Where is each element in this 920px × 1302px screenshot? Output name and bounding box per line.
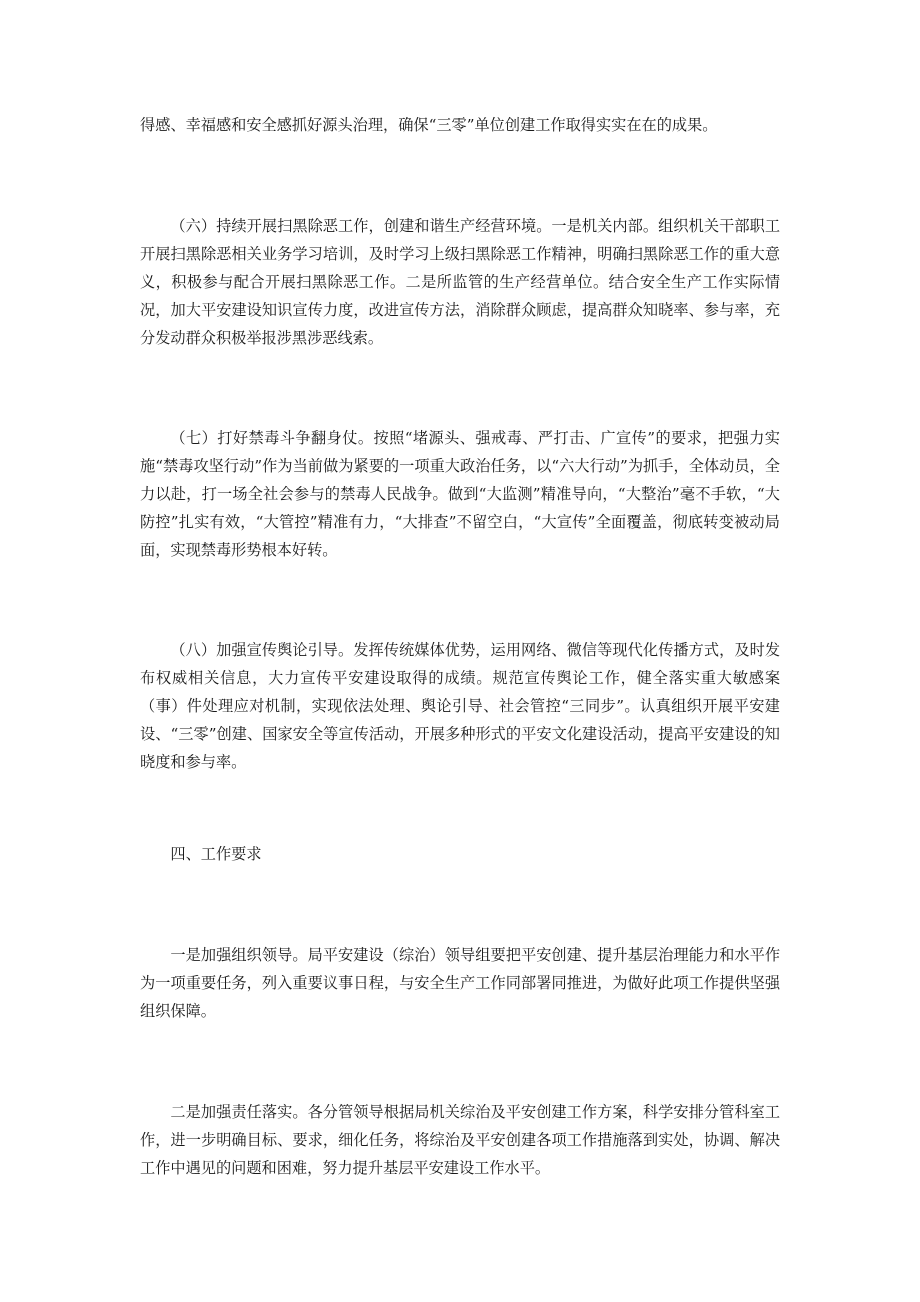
- paragraph-requirement-2: 二是加强责任落实。各分管领导根据局机关综治及平安创建工作方案，科学安排分管科室工作，进一步明确目标、要求，细化任务，将综治及平安创建各项工作措施落到实处，协调、解决工作中遇见的问题和困难，努力提升基层平安建设工作水平。: [140, 1103, 780, 1177]
- paragraph-continuation: 得感、幸福感和安全感抓好源头治理，确保“三零”单位创建工作取得实实在在的成果。: [140, 116, 718, 134]
- paragraph-section-6: （六）持续开展扫黑除恶工作，创建和谐生产经营环境。一是机关内部。组织机关干部职工开展扫黑除恶相关业务学习培训，及时学习上级扫黑除恶工作精神，明确扫黑除恶工作的重大意义，积极参与配合开展扫黑除恶工作。二是所监管的生产经营单位。结合安全生产工作实际情况，加大平安建设知识宣传力度，改进宣传方法，消除群众顾虑，提高群众知晓率、参与率，充分发动群众积极举报涉黑涉恶线索。: [140, 217, 780, 347]
- section-heading-work-requirements: 四、工作要求: [170, 845, 262, 863]
- paragraph-section-7: （七）打好禁毒斗争翻身仗。按照“堵源头、强戒毒、严打击、广宣传”的要求，把强力实施“禁毒攻坚行动”作为当前做为紧要的一项重大政治任务，以“六大行动”为抓手，全体动员，全力以赴，打一场全社会参与的禁毒人民战争。做到“大监测”精准导向，“大整治”毫不手软，“大防控”扎实有效，“大管控”精准有力，“大排查”不留空白，“大宣传”全面覆盖，彻底转变被动局面，实现禁毒形势根本好转。: [140, 429, 780, 559]
- paragraph-section-8: （八）加强宣传舆论引导。发挥传统媒体优势，运用网络、微信等现代化传播方式，及时发布权威相关信息，大力宣传平安建设取得的成绩。规范宣传舆论工作，健全落实重大敏感案（事）件处理应对机制，实现依法处理、舆论引导、社会管控“三同步”。认真组织开展平安建设、“三零”创建、国家安全等宣传活动，开展多种形式的平安文化建设活动，提高平安建设的知晓度和参与率。: [140, 641, 780, 771]
- document-page: [140, 0, 780, 1302]
- paragraph-requirement-1: 一是加强组织领导。局平安建设（综治）领导组要把平安创建、提升基层治理能力和水平作为一项重要任务，列入重要议事日程，与安全生产工作同部署同推进，为做好此项工作提供坚强组织保障。: [140, 946, 780, 1020]
